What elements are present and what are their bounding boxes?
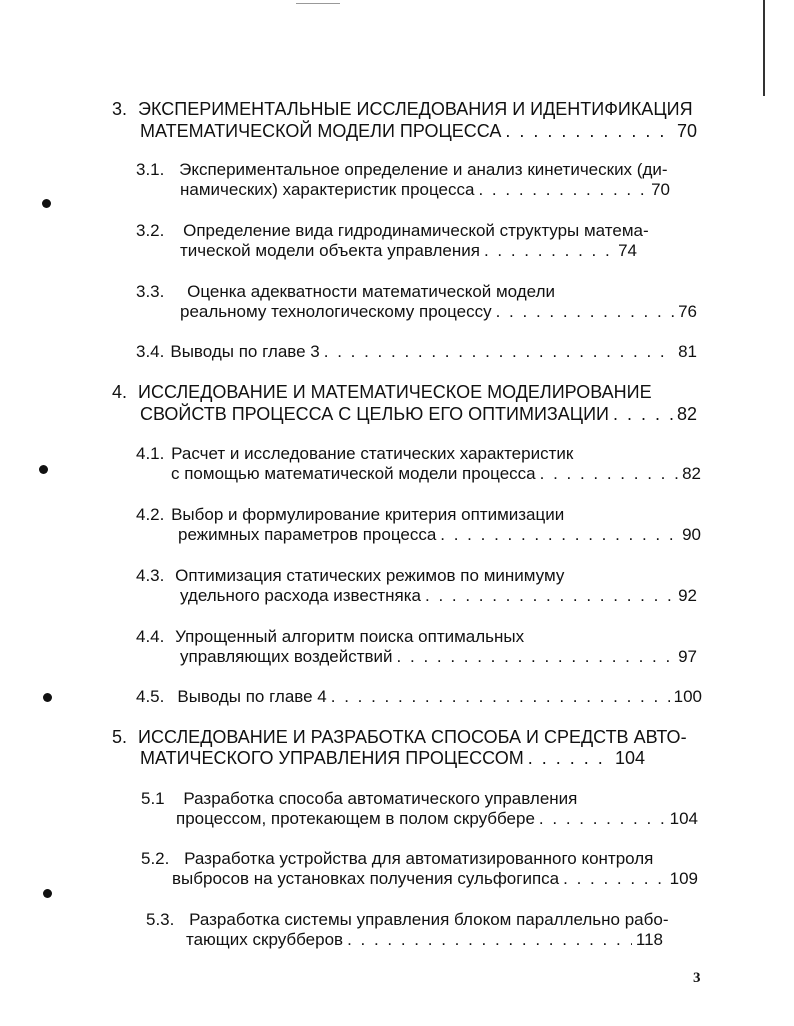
toc-title: Разработка способа автоматического управления bbox=[183, 789, 578, 808]
toc-number: 4.3. bbox=[136, 566, 165, 585]
dot-leader bbox=[613, 403, 673, 425]
toc-page-number: 109 bbox=[669, 869, 698, 888]
toc-number: 5.3. bbox=[146, 910, 175, 929]
toc-number: 4.1. bbox=[136, 444, 165, 463]
scan-edge bbox=[763, 0, 765, 96]
toc-title: ИССЛЕДОВАНИЕ И МАТЕМАТИЧЕСКОЕ МОДЕЛИРОВАНИЕ bbox=[138, 382, 652, 402]
dot-leader bbox=[331, 687, 670, 707]
toc-entry-4-2-continuation[interactable] bbox=[178, 525, 701, 545]
toc-entry-5-3[interactable] bbox=[146, 910, 668, 930]
toc-entry-5-1[interactable] bbox=[141, 789, 577, 809]
toc-title: удельного расхода известняка bbox=[180, 586, 421, 605]
toc-title: Разработка системы управления блоком параллельно рабо- bbox=[189, 910, 669, 929]
toc-entry-3-1-continuation[interactable] bbox=[180, 180, 670, 200]
toc-number: 5. bbox=[112, 727, 128, 747]
dot-leader bbox=[347, 930, 632, 950]
punch-hole-mark bbox=[42, 199, 51, 208]
toc-page-number: 70 bbox=[676, 121, 697, 141]
toc-page-number: 82 bbox=[676, 404, 697, 424]
toc-page-number: 118 bbox=[635, 930, 663, 949]
toc-title: с помощью математической модели процесса bbox=[171, 464, 536, 483]
toc-entry-4[interactable] bbox=[112, 381, 652, 403]
toc-title: режимных параметров процесса bbox=[178, 525, 437, 544]
toc-entry-3-3[interactable] bbox=[136, 282, 555, 302]
toc-entry-3-continuation[interactable] bbox=[140, 120, 697, 142]
toc-number: 4.5. bbox=[136, 687, 165, 706]
toc-title: процессом, протекающем в полом скруббере bbox=[176, 809, 535, 828]
toc-entry-5-2-continuation[interactable] bbox=[172, 869, 698, 889]
toc-entry-4-1-continuation[interactable] bbox=[171, 464, 701, 484]
toc-page-number: 74 bbox=[618, 241, 637, 260]
toc-title: выбросов на установках получения сульфогипса bbox=[172, 869, 560, 888]
toc-entry-4-2[interactable] bbox=[136, 505, 564, 525]
toc-number: 4.4. bbox=[136, 627, 165, 646]
toc-page-number: 100 bbox=[673, 687, 702, 706]
toc-page-number: 76 bbox=[678, 302, 697, 321]
scan-edge-top bbox=[296, 3, 340, 4]
toc-page-number: 92 bbox=[678, 586, 697, 605]
punch-hole-mark bbox=[43, 889, 52, 898]
toc-number: 4. bbox=[112, 382, 128, 402]
dot-leader bbox=[540, 464, 678, 484]
toc-entry-4-5[interactable] bbox=[136, 687, 702, 707]
toc-entry-3-4[interactable] bbox=[136, 342, 697, 362]
toc-entry-4-4-continuation[interactable] bbox=[180, 647, 697, 667]
dot-leader bbox=[505, 120, 673, 142]
toc-title: Выбор и формулирование критерия оптимизации bbox=[171, 505, 565, 524]
toc-entry-5-2[interactable] bbox=[141, 849, 653, 869]
toc-title: МАТИЧЕСКОГО УПРАВЛЕНИЯ ПРОЦЕССОМ bbox=[140, 748, 524, 768]
toc-page-number: 104 bbox=[669, 809, 698, 828]
toc-entry-5-3-continuation[interactable] bbox=[186, 930, 663, 950]
toc-title: Оценка адекватности математической модели bbox=[187, 282, 555, 301]
toc-number: 3. bbox=[112, 99, 128, 119]
toc-title: Разработка устройства для автоматизированного контроля bbox=[184, 849, 654, 868]
toc-title: МАТЕМАТИЧЕСКОЙ МОДЕЛИ ПРОЦЕССА bbox=[140, 121, 502, 141]
toc-number: 5.1 bbox=[141, 789, 165, 808]
toc-entry-4-1[interactable] bbox=[136, 444, 573, 464]
toc-number: 5.2. bbox=[141, 849, 170, 868]
toc-entry-4-4[interactable] bbox=[136, 627, 524, 647]
toc-entry-3-3-continuation[interactable] bbox=[180, 302, 697, 322]
toc-page-number: 82 bbox=[682, 464, 701, 483]
toc-page-number: 81 bbox=[678, 342, 697, 361]
toc-title: Оптимизация статических режимов по минимуму bbox=[175, 566, 565, 585]
toc-title: реальному технологическому процессу bbox=[180, 302, 492, 321]
toc-page-number: 90 bbox=[682, 525, 701, 544]
dot-leader bbox=[440, 525, 678, 545]
toc-entry-4-continuation[interactable] bbox=[140, 403, 697, 425]
toc-title: ЭКСПЕРИМЕНТАЛЬНЫЕ ИССЛЕДОВАНИЯ И ИДЕНТИФИКАЦИЯ bbox=[138, 99, 693, 119]
dot-leader bbox=[484, 241, 614, 261]
dot-leader bbox=[425, 586, 674, 606]
dot-leader bbox=[528, 747, 611, 769]
toc-title: намических) характеристик процесса bbox=[180, 180, 475, 199]
toc-number: 3.2. bbox=[136, 221, 165, 240]
toc-title: СВОЙСТВ ПРОЦЕССА С ЦЕЛЬЮ ЕГО ОПТИМИЗАЦИИ bbox=[140, 404, 609, 424]
toc-entry-5-1-continuation[interactable] bbox=[176, 809, 698, 829]
toc-number: 3.1. bbox=[136, 160, 165, 179]
dot-leader bbox=[539, 809, 666, 829]
page-number: 3 bbox=[693, 970, 701, 986]
punch-hole-mark bbox=[39, 465, 48, 474]
toc-title: Упрощенный алгоритм поиска оптимальных bbox=[175, 627, 525, 646]
toc-title: управляющих воздействий bbox=[180, 647, 393, 666]
toc-page-number: 70 bbox=[651, 180, 670, 199]
toc-number: 3.3. bbox=[136, 282, 165, 301]
toc-title: Выводы по главе 3 bbox=[170, 342, 320, 361]
toc-number: 3.4. bbox=[136, 342, 165, 361]
toc-title: Определение вида гидродинамической структуры матема- bbox=[183, 221, 649, 240]
toc-title: ИССЛЕДОВАНИЕ И РАЗРАБОТКА СПОСОБА И СРЕДСТВ АВТО- bbox=[138, 727, 687, 747]
toc-entry-3-2[interactable] bbox=[136, 221, 649, 241]
toc-entry-4-3[interactable] bbox=[136, 566, 564, 586]
toc-entry-5-continuation[interactable] bbox=[140, 747, 645, 769]
dot-leader bbox=[478, 180, 647, 200]
toc-page-number: 104 bbox=[614, 748, 645, 768]
dot-leader bbox=[496, 302, 674, 322]
dot-leader bbox=[563, 869, 666, 889]
toc-entry-3[interactable] bbox=[112, 98, 693, 120]
toc-entry-5[interactable] bbox=[112, 726, 687, 748]
toc-title: Расчет и исследование статических характеристик bbox=[171, 444, 574, 463]
toc-number: 4.2. bbox=[136, 505, 165, 524]
dot-leader bbox=[397, 647, 675, 667]
toc-entry-3-1[interactable] bbox=[136, 160, 668, 180]
toc-page-number: 97 bbox=[678, 647, 697, 666]
toc-title: Выводы по главе 4 bbox=[177, 687, 327, 706]
dot-leader bbox=[324, 342, 674, 362]
toc-title: тической модели объекта управления bbox=[180, 241, 480, 260]
punch-hole-mark bbox=[43, 693, 52, 702]
toc-title: тающих скрубберов bbox=[186, 930, 344, 949]
toc-entry-4-3-continuation[interactable] bbox=[180, 586, 697, 606]
toc-entry-3-2-continuation[interactable] bbox=[180, 241, 637, 261]
toc-title: Экспериментальное определение и анализ кинетических (ди- bbox=[179, 160, 668, 179]
